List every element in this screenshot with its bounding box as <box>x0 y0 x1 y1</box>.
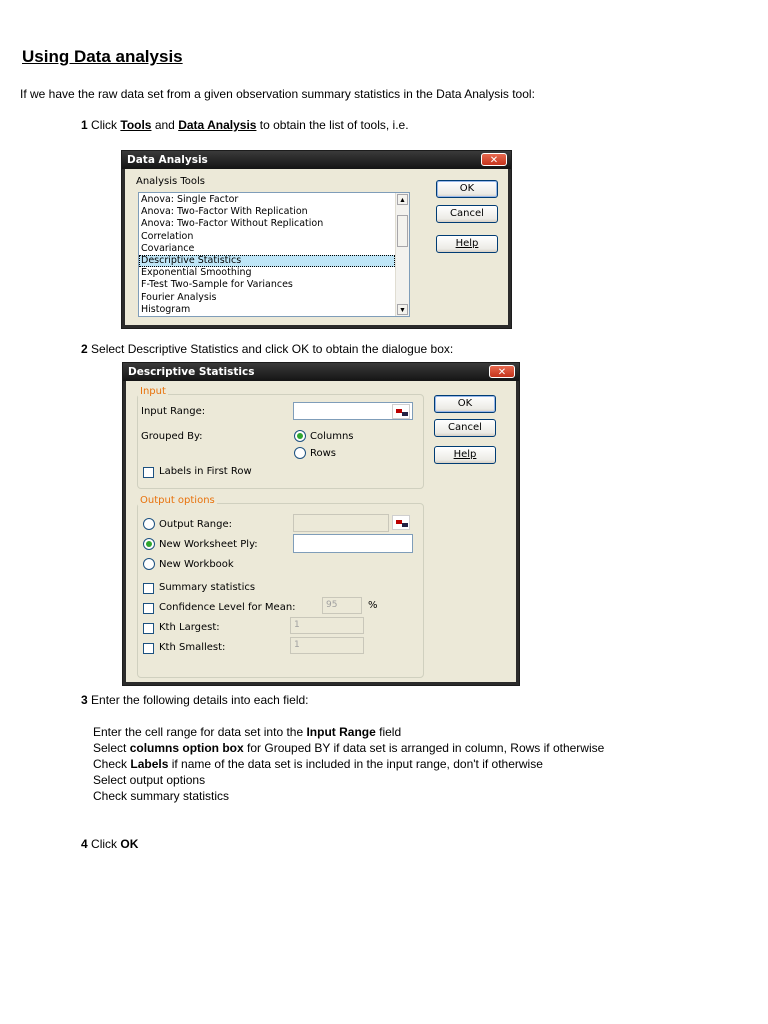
confidence-checkbox[interactable] <box>143 603 154 614</box>
kth-largest-label: Kth Largest: <box>159 622 220 633</box>
list-item[interactable]: Correlation <box>141 230 194 242</box>
page-title: Using Data analysis <box>22 47 183 66</box>
dialog-body <box>123 381 519 685</box>
data-analysis-ref: Data Analysis <box>178 118 257 132</box>
input-range-label: Input Range: <box>141 406 206 417</box>
list-item[interactable]: F-Test Two-Sample for Variances <box>141 279 293 291</box>
confidence-field[interactable] <box>322 597 362 614</box>
list-item[interactable]: Anova: Two-Factor Without Replication <box>141 218 324 230</box>
details-list <box>93 725 604 803</box>
ok-button[interactable]: OK <box>436 180 498 198</box>
detail-line: Select output options <box>93 773 206 787</box>
step-text: and <box>151 118 179 132</box>
dialog-title: Descriptive Statistics <box>128 366 255 378</box>
columns-radio[interactable] <box>294 430 306 442</box>
new-workbook-label: New Workbook <box>159 559 234 570</box>
list-item[interactable]: Fourier Analysis <box>141 291 217 303</box>
collapse-dialog-icon[interactable] <box>392 404 410 419</box>
cancel-button[interactable]: Cancel <box>436 205 498 223</box>
percent-label: % <box>368 600 378 611</box>
kth-largest-value: 1 <box>294 620 300 630</box>
summary-statistics-label: Summary statistics <box>159 582 256 593</box>
kth-smallest-checkbox[interactable] <box>143 643 154 654</box>
analysis-tools-label: Analysis Tools <box>136 176 206 187</box>
dialog-title: Data Analysis <box>127 154 208 166</box>
kth-smallest-label: Kth Smallest: <box>159 642 226 653</box>
kth-largest-checkbox[interactable] <box>143 623 154 634</box>
close-icon[interactable]: ✕ <box>481 153 507 166</box>
confidence-label: Confidence Level for Mean: <box>159 602 296 613</box>
output-range-label: Output Range: <box>159 519 232 530</box>
intro-text: If we have the raw data set from a given observation summary statistics in the Data Analysis tool: <box>20 87 535 101</box>
columns-label: Columns <box>310 431 354 442</box>
help-button[interactable]: Help <box>434 446 496 464</box>
step-number: 1 <box>81 118 88 132</box>
cancel-button[interactable]: Cancel <box>434 419 496 437</box>
kth-smallest-value: 1 <box>294 640 300 650</box>
output-range-radio[interactable] <box>143 518 155 530</box>
labels-label: Labels in First Row <box>159 466 252 477</box>
new-workbook-radio[interactable] <box>143 558 155 570</box>
detail-line: Check Labels if name of the data set is included in the input range, don't if otherwise <box>93 757 543 771</box>
close-icon[interactable]: ✕ <box>489 365 515 378</box>
step-text: Enter the following details into each field: <box>91 693 309 707</box>
step-3 <box>81 693 309 707</box>
labels-checkbox[interactable] <box>143 467 154 478</box>
dialog-body <box>122 169 511 328</box>
step-number: 4 <box>81 837 88 851</box>
scroll-down-icon[interactable]: ▼ <box>397 304 408 315</box>
rows-label: Rows <box>310 448 337 459</box>
step-1 <box>81 118 409 132</box>
input-group-label: Input <box>140 386 166 397</box>
scrollbar[interactable] <box>395 193 409 316</box>
dialog-titlebar <box>122 151 511 169</box>
ok-ref: OK <box>120 837 139 851</box>
kth-smallest-field[interactable] <box>290 637 364 654</box>
detail-line: Check summary statistics <box>93 789 230 803</box>
new-worksheet-label: New Worksheet Ply: <box>159 539 258 550</box>
tools-menu-ref: Tools <box>120 118 152 132</box>
dialog-titlebar <box>123 363 519 381</box>
data-analysis-dialog <box>121 150 512 329</box>
new-worksheet-radio[interactable] <box>143 538 155 550</box>
output-range-field[interactable] <box>293 514 389 532</box>
output-group-label: Output options <box>140 495 215 506</box>
descriptive-statistics-dialog <box>122 362 520 686</box>
list-item[interactable]: Descriptive Statistics <box>139 255 395 267</box>
step-number: 3 <box>81 693 88 707</box>
step-2 <box>81 342 453 356</box>
step-text: Click <box>91 118 121 132</box>
step-text: to obtain the list of tools, i.e. <box>256 118 409 132</box>
list-item[interactable]: Covariance <box>141 242 195 254</box>
step-text: Select Descriptive Statistics and click OK to obtain the dialogue box: <box>91 342 454 356</box>
list-item[interactable]: Exponential Smoothing <box>141 267 252 279</box>
list-item[interactable]: Histogram <box>141 303 191 315</box>
kth-largest-field[interactable] <box>290 617 364 634</box>
scroll-up-icon[interactable]: ▲ <box>397 194 408 205</box>
confidence-value: 95 <box>326 600 338 610</box>
detail-line: Enter the cell range for data set into the Input Range field <box>93 725 402 739</box>
list-item[interactable]: Anova: Single Factor <box>141 194 239 205</box>
analysis-tools-list[interactable] <box>138 192 410 317</box>
step-text: Click <box>91 837 121 851</box>
ok-button[interactable]: OK <box>434 395 496 413</box>
help-button[interactable]: Help <box>436 235 498 253</box>
detail-line: Select columns option box for Grouped BY if data set is arranged in column, Rows if otherwise <box>93 741 605 755</box>
grouped-by-label: Grouped By: <box>141 431 203 442</box>
new-worksheet-field[interactable] <box>293 534 413 553</box>
summary-statistics-checkbox[interactable] <box>143 583 154 594</box>
rows-radio[interactable] <box>294 447 306 459</box>
collapse-dialog-icon[interactable] <box>392 515 410 530</box>
list-item[interactable]: Anova: Two-Factor With Replication <box>141 206 308 218</box>
step-number: 2 <box>81 342 88 356</box>
scroll-thumb[interactable] <box>397 215 408 247</box>
step-4 <box>81 837 138 851</box>
